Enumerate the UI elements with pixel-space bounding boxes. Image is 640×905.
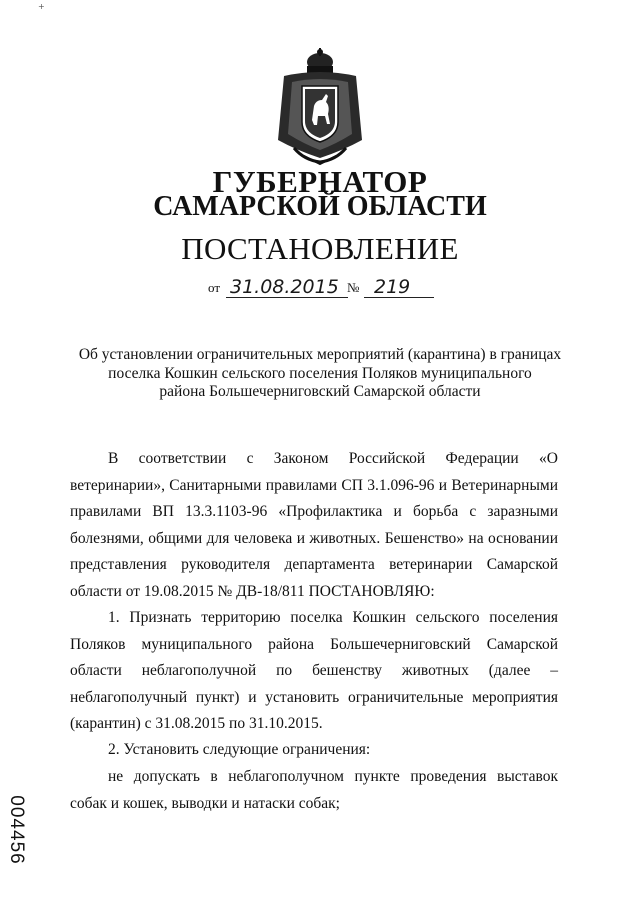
date-prefix: от bbox=[208, 280, 221, 295]
item-1-paragraph: 1. Признать территорию поселка Кошкин сельского поселения Поляков муниципального района Большечерниговский Самарской области неблагополучной по бешенству животных (далее – неблагополучный пункт) и установить ограничительные мероприятия (карантин) с 31.08.2015 по 31.10.2015. bbox=[70, 609, 558, 732]
preamble-paragraph: В соответствии с Законом Российской Федерации «О ветеринарии», Санитарными правилами СП 3.1.096-96 и Ветеринарными правилами ВП 13.3.1103-96 «Профилактика и борьба с заразными болезнями, общими для человека и животных. Бешенство» на основании представления руководителя департамента ветеринарии Самарской области от 19.08.2015 № ДВ-18/811 ПОСТАНОВЛЯЮ: bbox=[70, 450, 558, 600]
organization-name-line2: САМАРСКОЙ ОБЛАСТИ bbox=[153, 191, 487, 222]
coat-of-arms-icon bbox=[274, 48, 366, 166]
subject-line: района Большечерниговский Самарской области bbox=[159, 383, 481, 400]
number-value: 219 bbox=[364, 277, 434, 298]
subject-line: Об установлении ограничительных мероприятий (карантина) в границах bbox=[78, 346, 562, 363]
serial-number-stamp bbox=[2, 795, 30, 865]
date-number-line bbox=[208, 276, 438, 298]
number-prefix: № bbox=[347, 280, 360, 295]
serial-number: 004456 bbox=[6, 795, 27, 865]
date-value: 31.08.2015 bbox=[226, 277, 348, 298]
subject-line: поселка Кошкин сельского поселения Поляков муниципального bbox=[108, 364, 532, 382]
document-subject bbox=[0, 346, 640, 402]
corner-mark: + bbox=[38, 2, 45, 11]
item-2-text: не допускать в неблагополучном пункте проведения выставок собак и кошек, выводки и натаски собак; bbox=[70, 768, 558, 812]
item-2-heading: 2. Установить следующие ограничения: bbox=[108, 741, 371, 758]
organization-name-line1: ГУБЕРНАТОР bbox=[212, 164, 428, 199]
document-type: ПОСТАНОВЛЕНИЕ bbox=[181, 231, 459, 266]
